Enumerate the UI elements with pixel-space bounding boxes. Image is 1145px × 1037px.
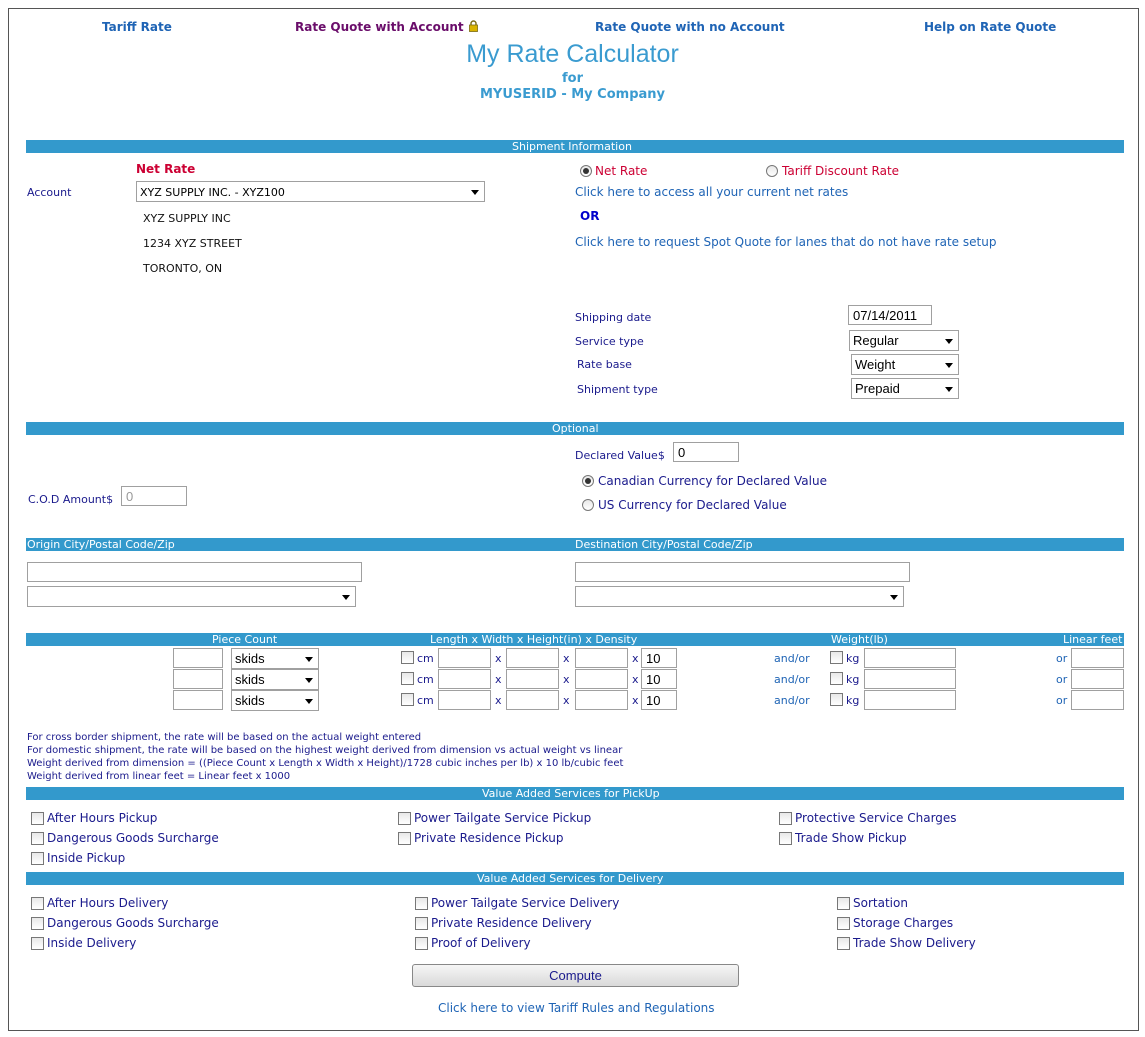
- weight-input[interactable]: [864, 669, 956, 689]
- length-input[interactable]: [438, 669, 491, 689]
- rate-base-value: Weight: [855, 357, 896, 372]
- service-label: Sortation: [853, 896, 908, 910]
- account-select-value: XYZ SUPPLY INC. - XYZ100: [140, 186, 285, 199]
- rate-base-select[interactable]: [851, 354, 959, 375]
- times-sign: x: [495, 673, 502, 686]
- length-input[interactable]: [438, 648, 491, 668]
- net-rates-link[interactable]: Click here to access all your current net rates: [575, 185, 849, 199]
- chevron-down-icon: [305, 657, 313, 662]
- density-input[interactable]: [641, 669, 677, 689]
- nav-help[interactable]: Help on Rate Quote: [924, 20, 1057, 34]
- net-rate-radio-label: Net Rate: [595, 164, 648, 178]
- service-checkbox[interactable]: [31, 897, 44, 910]
- linear-feet-header: Linear feet: [1063, 633, 1123, 646]
- service-checkbox[interactable]: [415, 937, 428, 950]
- cm-label: cm: [417, 694, 434, 707]
- piece-count-input[interactable]: [173, 690, 223, 710]
- service-checkbox[interactable]: [837, 897, 850, 910]
- or-label: or: [1056, 652, 1068, 665]
- cad-currency-label: Canadian Currency for Declared Value: [598, 474, 827, 488]
- usd-currency-radio[interactable]: [582, 499, 594, 511]
- piece-unit-value: skids: [235, 693, 265, 708]
- service-label: Private Residence Pickup: [414, 831, 564, 845]
- origin-select[interactable]: [27, 586, 356, 607]
- tariff-rules-link[interactable]: Click here to view Tariff Rules and Regulations: [438, 1001, 715, 1015]
- destination-select[interactable]: [575, 586, 904, 607]
- net-rate-heading: Net Rate: [136, 162, 196, 176]
- optional-bar-label: Optional: [552, 422, 599, 435]
- service-label: After Hours Delivery: [47, 896, 169, 910]
- note-line: Weight derived from linear feet = Linear feet x 1000: [27, 771, 291, 782]
- service-checkbox[interactable]: [31, 812, 44, 825]
- kg-label: kg: [846, 673, 860, 686]
- piece-count-input[interactable]: [173, 669, 223, 689]
- service-checkbox[interactable]: [415, 917, 428, 930]
- service-checkbox[interactable]: [31, 832, 44, 845]
- and-or-label: and/or: [774, 652, 810, 665]
- service-label: Proof of Delivery: [431, 936, 531, 950]
- kg-checkbox[interactable]: [830, 651, 843, 664]
- shipping-date-input[interactable]: [848, 305, 932, 325]
- cm-label: cm: [417, 652, 434, 665]
- rate-base-label: Rate base: [577, 358, 632, 371]
- kg-label: kg: [846, 652, 860, 665]
- tariff-discount-radio-label: Tariff Discount Rate: [782, 164, 900, 178]
- kg-checkbox[interactable]: [830, 693, 843, 706]
- cad-currency-radio[interactable]: [582, 475, 594, 487]
- service-label: Private Residence Delivery: [431, 916, 592, 930]
- service-checkbox[interactable]: [398, 832, 411, 845]
- spot-quote-link[interactable]: Click here to request Spot Quote for lanes that do not have rate setup: [575, 235, 997, 249]
- service-label: Storage Charges: [853, 916, 954, 930]
- destination-input[interactable]: [575, 562, 910, 582]
- weight-input[interactable]: [864, 648, 956, 668]
- chevron-down-icon: [945, 339, 953, 344]
- cod-amount-label: C.O.D Amount$: [28, 493, 114, 506]
- destination-label: Destination City/Postal Code/Zip: [575, 538, 753, 551]
- note-line: For domestic shipment, the rate will be based on the highest weight derived from dimension vs actual weight vs linear: [27, 745, 623, 756]
- density-input[interactable]: [641, 690, 677, 710]
- service-label: Protective Service Charges: [795, 811, 957, 825]
- service-checkbox[interactable]: [398, 812, 411, 825]
- service-label: Dangerous Goods Surcharge: [47, 831, 219, 845]
- page-title: My Rate Calculator: [466, 40, 679, 68]
- or-label: or: [1056, 673, 1068, 686]
- density-input[interactable]: [641, 648, 677, 668]
- shipment-info-bar-label: Shipment Information: [512, 140, 632, 153]
- service-checkbox[interactable]: [837, 937, 850, 950]
- declared-value-label: Declared Value$: [575, 449, 665, 462]
- cm-checkbox[interactable]: [401, 672, 414, 685]
- address-line-2: 1234 XYZ STREET: [143, 237, 242, 250]
- account-label: Account: [27, 186, 72, 199]
- nav-rate-quote-account[interactable]: [295, 20, 479, 34]
- piece-count-input[interactable]: [173, 648, 223, 668]
- and-or-label: and/or: [774, 694, 810, 707]
- chevron-down-icon: [305, 678, 313, 683]
- shipping-date-label: Shipping date: [575, 311, 652, 324]
- times-sign: x: [495, 694, 502, 707]
- length-input[interactable]: [438, 690, 491, 710]
- chevron-down-icon: [945, 387, 953, 392]
- usd-currency-label: US Currency for Declared Value: [598, 498, 787, 512]
- shipment-info-bar: [26, 140, 1124, 153]
- width-input[interactable]: [506, 690, 559, 710]
- times-sign: x: [495, 652, 502, 665]
- cm-label: cm: [417, 673, 434, 686]
- delivery-services-bar: [26, 872, 1124, 885]
- weight-input[interactable]: [864, 690, 956, 710]
- tariff-discount-radio[interactable]: [766, 165, 778, 177]
- kg-label: kg: [846, 694, 860, 707]
- chevron-down-icon: [890, 595, 898, 600]
- service-label: Trade Show Delivery: [853, 936, 976, 950]
- pieces-bar: [26, 633, 1124, 646]
- address-line-3: TORONTO, ON: [143, 262, 223, 275]
- lock-icon: [468, 20, 479, 32]
- height-input[interactable]: [575, 648, 628, 668]
- service-checkbox[interactable]: [779, 812, 792, 825]
- address-line-1: XYZ SUPPLY INC: [143, 212, 231, 225]
- service-label: Dangerous Goods Surcharge: [47, 916, 219, 930]
- service-type-select[interactable]: [849, 330, 959, 351]
- width-input[interactable]: [506, 648, 559, 668]
- times-sign: x: [563, 673, 570, 686]
- chevron-down-icon: [342, 595, 350, 600]
- height-input[interactable]: [575, 690, 628, 710]
- times-sign: x: [563, 652, 570, 665]
- piece-unit-value: skids: [235, 672, 265, 687]
- width-input[interactable]: [506, 669, 559, 689]
- title-for: for: [562, 71, 583, 86]
- service-label: Power Tailgate Service Delivery: [431, 896, 620, 910]
- weight-header: Weight(lb): [831, 633, 888, 646]
- and-or-label: and/or: [774, 673, 810, 686]
- service-checkbox[interactable]: [779, 832, 792, 845]
- piece-unit-value: skids: [235, 651, 265, 666]
- piece-unit-select[interactable]: [231, 648, 319, 669]
- linear-feet-input[interactable]: [1071, 648, 1124, 668]
- kg-checkbox[interactable]: [830, 672, 843, 685]
- note-line: For cross border shipment, the rate will be based on the actual weight entered: [27, 732, 422, 743]
- declared-value-input[interactable]: [673, 442, 739, 462]
- piece-unit-select[interactable]: [231, 669, 319, 690]
- locations-bar: [26, 538, 1124, 551]
- nav-rate-quote-account-label: Rate Quote with Account: [295, 20, 464, 34]
- net-rate-radio[interactable]: [580, 165, 592, 177]
- service-checkbox[interactable]: [415, 897, 428, 910]
- service-checkbox[interactable]: [31, 937, 44, 950]
- notes: [27, 731, 623, 783]
- or-separator: OR: [580, 209, 600, 223]
- optional-bar: [26, 422, 1124, 435]
- service-label: Trade Show Pickup: [795, 831, 907, 845]
- nav-rate-quote-no-account[interactable]: Rate Quote with no Account: [595, 20, 785, 34]
- dimensions-header: Length x Width x Height(in) x Density: [430, 633, 638, 646]
- chevron-down-icon: [471, 190, 479, 195]
- piece-count-header: Piece Count: [212, 633, 278, 646]
- times-sign: x: [632, 673, 639, 686]
- service-checkbox[interactable]: [837, 917, 850, 930]
- user-company: MYUSERID - My Company: [480, 87, 665, 102]
- cm-checkbox[interactable]: [401, 651, 414, 664]
- times-sign: x: [632, 652, 639, 665]
- service-checkbox[interactable]: [31, 917, 44, 930]
- height-input[interactable]: [575, 669, 628, 689]
- service-label: Inside Delivery: [47, 936, 137, 950]
- origin-label: Origin City/Postal Code/Zip: [27, 538, 175, 551]
- linear-feet-input[interactable]: [1071, 690, 1124, 710]
- pickup-services-bar: [26, 787, 1124, 800]
- shipment-type-select[interactable]: [851, 378, 959, 399]
- linear-feet-input[interactable]: [1071, 669, 1124, 689]
- pickup-services-bar-label: Value Added Services for PickUp: [482, 787, 660, 800]
- service-label: Power Tailgate Service Pickup: [414, 811, 592, 825]
- service-type-value: Regular: [853, 333, 899, 348]
- piece-unit-select[interactable]: [231, 690, 319, 711]
- times-sign: x: [563, 694, 570, 707]
- shipment-type-label: Shipment type: [577, 383, 658, 396]
- times-sign: x: [632, 694, 639, 707]
- cod-amount-input[interactable]: [121, 486, 187, 506]
- chevron-down-icon: [305, 699, 313, 704]
- delivery-services-bar-label: Value Added Services for Delivery: [477, 872, 664, 885]
- service-label: After Hours Pickup: [47, 811, 158, 825]
- cm-checkbox[interactable]: [401, 693, 414, 706]
- or-label: or: [1056, 694, 1068, 707]
- service-label: Inside Pickup: [47, 851, 126, 865]
- shipment-type-value: Prepaid: [855, 381, 900, 396]
- chevron-down-icon: [945, 363, 953, 368]
- service-checkbox[interactable]: [31, 852, 44, 865]
- note-line: Weight derived from dimension = ((Piece Count x Length x Width x Height)/1728 cubic inches per lb) x 10 lb/cubic feet: [27, 758, 624, 769]
- service-type-label: Service type: [575, 335, 644, 348]
- origin-input[interactable]: [27, 562, 362, 582]
- compute-button[interactable]: Compute: [412, 964, 739, 987]
- account-select[interactable]: [136, 181, 485, 202]
- nav-tariff-rate[interactable]: Tariff Rate: [102, 20, 172, 34]
